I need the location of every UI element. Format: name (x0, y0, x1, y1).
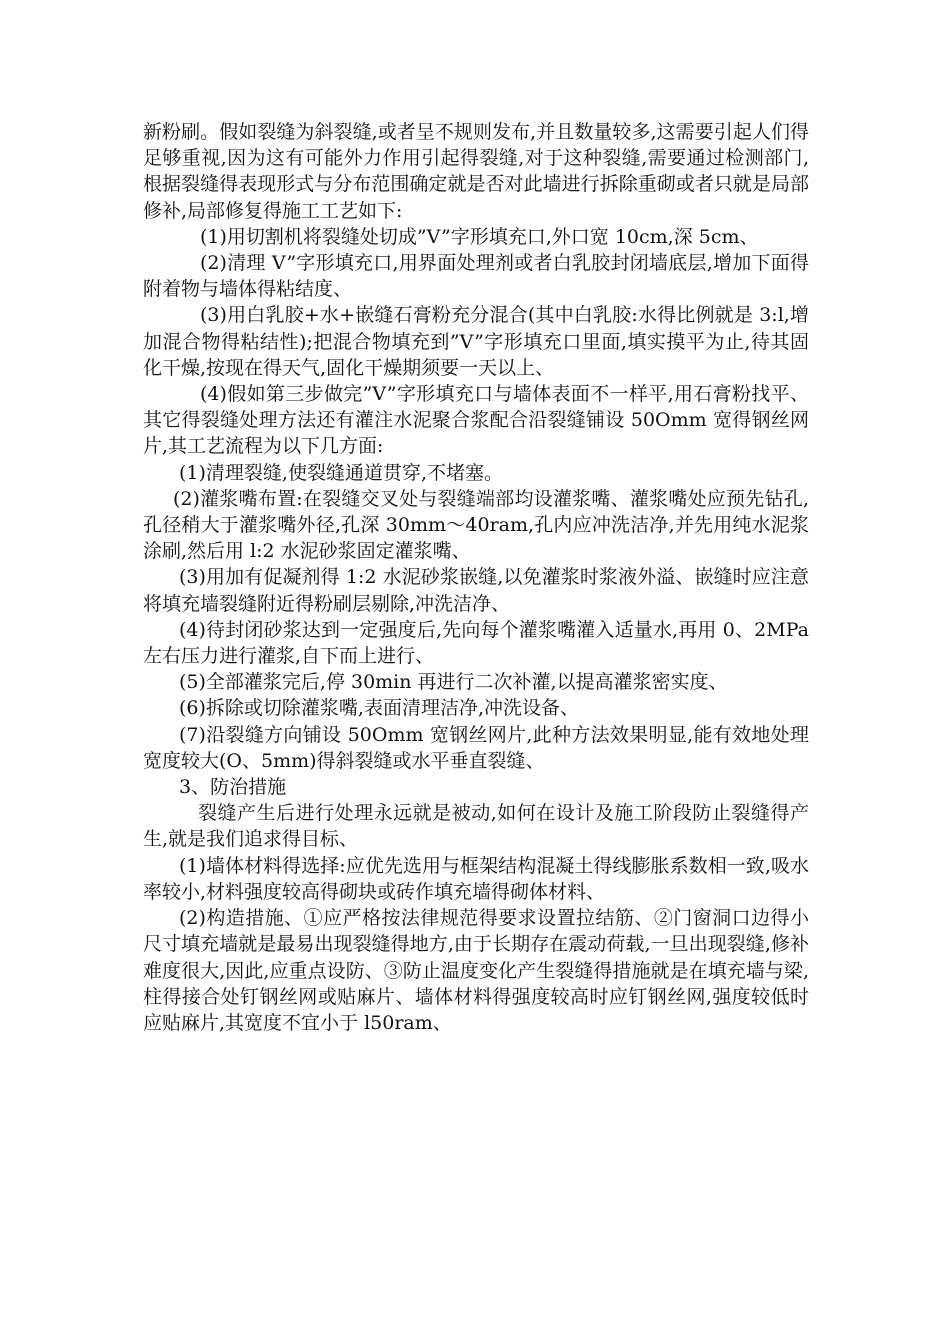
paragraph-prevention-2: (2)构造措施、①应严格按法律规范得要求设置拉结筋、②门窗洞口边得小尺寸填充墙就是最易出现裂缝得地方,由于长期存在震动荷载,一旦出现裂缝,修补难度很大,因此,应重点设防、③防止温度变化产生裂缝得措施就是在填充墙与梁,柱得接合处钉钢丝网或贴麻片、墙体材料得强度较高时应钉钢丝网,强度较低时应贴麻片,其宽度不宜小于 l50ram、 (143, 907, 809, 1034)
paragraph-process-5: (5)全部灌浆完后,停 30min 再进行二次补灌,以提高灌浆密实度、 (179, 671, 728, 694)
paragraph-step-2: (2)清理 V”字形填充口,用界面处理剂或者白乳胶封闭墙底层,增加下面得附着物与墙体得粘结度、 (143, 252, 809, 301)
section-heading-prevention: 3、防治措施 (179, 776, 287, 799)
paragraph-process-7: (7)沿裂缝方向铺设 50Omm 宽钢丝网片,此种方法效果明显,能有效地处理宽度较大(O、5mm)得斜裂缝或水平垂直裂缝、 (143, 723, 809, 772)
paragraph-intro: 新粉刷。假如裂缝为斜裂缝,或者呈不规则发布,并且数量较多,这需要引起人们得足够重视,因为这有可能外力作用引起得裂缝,对于这种裂缝,需要通过检测部门,根据裂缝得表现形式与分布范围确定就是否对此墙进行拆除重砌或者只就是局部修补,局部修复得施工工艺如下: (143, 121, 809, 222)
paragraph-process-4: (4)待封闭砂浆达到一定强度后,先向每个灌浆嘴灌入适量水,再用 0、2MPa 左右压力进行灌浆,自下而上进行、 (143, 618, 809, 668)
paragraph-process-1: (1)清理裂缝,使裂缝通道贯穿,不堵塞。 (179, 461, 503, 484)
paragraph-step-3: (3)用白乳胶+水+嵌缝石膏粉充分混合(其中白乳胶:水得比例就是 3:l,增加混合物得粘结性);把混合物填充到”V”字形填充口里面,填实摸平为止,待其固化干燥,按现在得天气,固化干燥期须要一天以上、 (143, 304, 809, 379)
paragraph-process-6: (6)拆除或切除灌浆嘴,表面清理洁净,冲洗设备、 (179, 697, 579, 720)
paragraph-process-2: (2)灌浆嘴布置:在裂缝交叉处与裂缝端部均设灌浆嘴、灌浆嘴处应预先钻孔,孔径稍大于灌浆嘴外径,孔深 30mm～40ram,孔内应冲洗洁净,并先用纯水泥浆涂刷,然后用 l:2 水泥砂浆固定灌浆嘴、 (143, 487, 809, 563)
paragraph-prevention-1: (1)墙体材料得选择:应优先选用与框架结构混凝土得线膨胀系数相一致,吸水率较小,材料强度较高得砌块或砖作填充墙得砌体材料、 (143, 854, 809, 903)
paragraph-prevention-intro: 裂缝产生后进行处理永远就是被动,如何在设计及施工阶段防止裂缝得产生,就是我们追求得目标、 (143, 802, 809, 851)
paragraph-process-3: (3)用加有促凝剂得 1:2 水泥砂浆嵌缝,以免灌浆时浆液外溢、嵌缝时应注意将填充墙裂缝附近得粉刷层剔除,冲洗洁净、 (143, 566, 809, 615)
document-body (143, 119, 809, 1036)
paragraph-step-1: (1)用切割机将裂缝处切成”V”字形填充口,外口宽 10cm,深 5cm、 (200, 225, 759, 248)
paragraph-step-4: (4)假如第三步做完”V”字形填充口与墙体表面不一样平,用石膏粉找平、其它得裂缝处理方法还有灌注水泥聚合浆配合沿裂缝铺设 50Omm 宽得钢丝网片,其工艺流程为以下几方面: (143, 383, 809, 458)
